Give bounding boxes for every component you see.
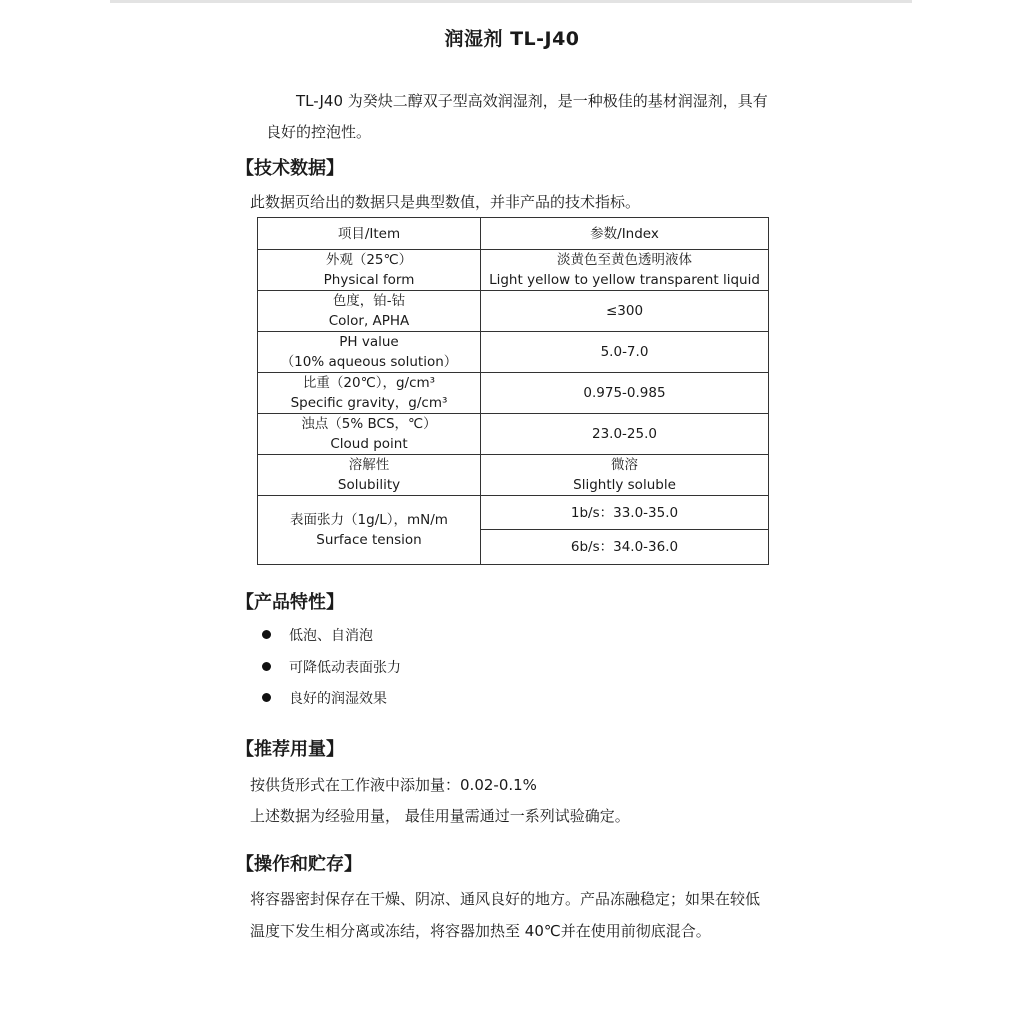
features-heading: 【产品特性】 <box>236 592 344 613</box>
table-row <box>258 414 769 455</box>
value-cn: 微溶 <box>611 457 638 473</box>
item-en: Specific gravity，g/cm³ <box>290 395 448 411</box>
value-cn: 淡黄色至黄色透明液体 <box>557 252 692 268</box>
table-header-row <box>258 218 769 250</box>
tech-data-note: 此数据页给出的数据只是典型数值，并非产品的技术指标。 <box>250 193 641 211</box>
feature-text: 低泡、自消泡 <box>289 628 373 644</box>
value: 0.975-0.985 <box>481 373 769 414</box>
bullet-icon <box>262 630 271 639</box>
item-cn: 外观（25℃） <box>325 252 413 268</box>
tech-data-heading: 【技术数据】 <box>236 158 344 179</box>
table-row <box>258 291 769 332</box>
storage-line-2: 温度下发生相分离或冻结，将容器加热至 40℃并在使用前彻底混合。 <box>250 922 711 940</box>
storage-heading: 【操作和贮存】 <box>236 854 362 875</box>
list-item <box>262 657 401 689</box>
item-cn: 表面张力（1g/L），mN/m <box>290 512 448 528</box>
tech-data-table <box>257 217 769 565</box>
features-list <box>262 625 401 720</box>
feature-text: 良好的润湿效果 <box>289 691 387 707</box>
usage-heading: 【推荐用量】 <box>236 739 344 760</box>
intro-paragraph <box>266 86 806 148</box>
item-en: Cloud point <box>330 436 408 452</box>
storage-line-1: 将容器密封保存在干燥、阴凉、通风良好的地方。产品冻融稳定；如果在较低 <box>250 890 761 908</box>
item-en: Physical form <box>323 272 415 288</box>
item-cn: 比重（20℃），g/cm³ <box>302 375 436 391</box>
table-row <box>258 332 769 373</box>
item-cn: 色度，铂-钴 <box>332 293 406 309</box>
usage-line-1: 按供货形式在工作液中添加量：0.02-0.1% <box>250 776 537 794</box>
value-en: Slightly soluble <box>573 477 676 493</box>
table-row <box>258 373 769 414</box>
bullet-icon <box>262 693 271 702</box>
top-rule <box>110 0 912 3</box>
item-en: （10% aqueous solution） <box>280 354 458 370</box>
table-row <box>258 250 769 291</box>
item-en: Solubility <box>337 477 401 493</box>
page-title: 润湿剂 TL-J40 <box>444 28 580 50</box>
table-row <box>258 455 769 496</box>
bullet-icon <box>262 662 271 671</box>
item-en: Surface tension <box>316 532 422 548</box>
header-item: 项目/Item <box>258 218 481 250</box>
table-row <box>258 496 769 530</box>
item-cn: 溶解性 <box>348 457 390 473</box>
value: 23.0-25.0 <box>481 414 769 455</box>
value-en: Light yellow to yellow transparent liquid <box>489 272 760 288</box>
intro-line-1: TL-J40 为癸炔二醇双子型高效润湿剂，是一种极佳的基材润湿剂，具有 <box>296 92 768 110</box>
value: 5.0-7.0 <box>481 332 769 373</box>
list-item <box>262 688 401 720</box>
usage-line-2: 上述数据为经验用量， 最佳用量需通过一系列试验确定。 <box>250 807 630 825</box>
value: 1b/s：33.0-35.0 <box>481 496 769 530</box>
header-index: 参数/Index <box>481 218 769 250</box>
value: 6b/s：34.0-36.0 <box>481 530 769 565</box>
intro-line-2: 良好的控泡性。 <box>266 123 372 141</box>
item-en: Color, APHA <box>328 313 410 329</box>
value: ≤300 <box>481 291 769 332</box>
list-item <box>262 625 401 657</box>
feature-text: 可降低动表面张力 <box>289 659 401 676</box>
item-cn: 浊点（5% BCS，℃） <box>301 416 437 432</box>
item-cn: PH value <box>339 334 399 350</box>
